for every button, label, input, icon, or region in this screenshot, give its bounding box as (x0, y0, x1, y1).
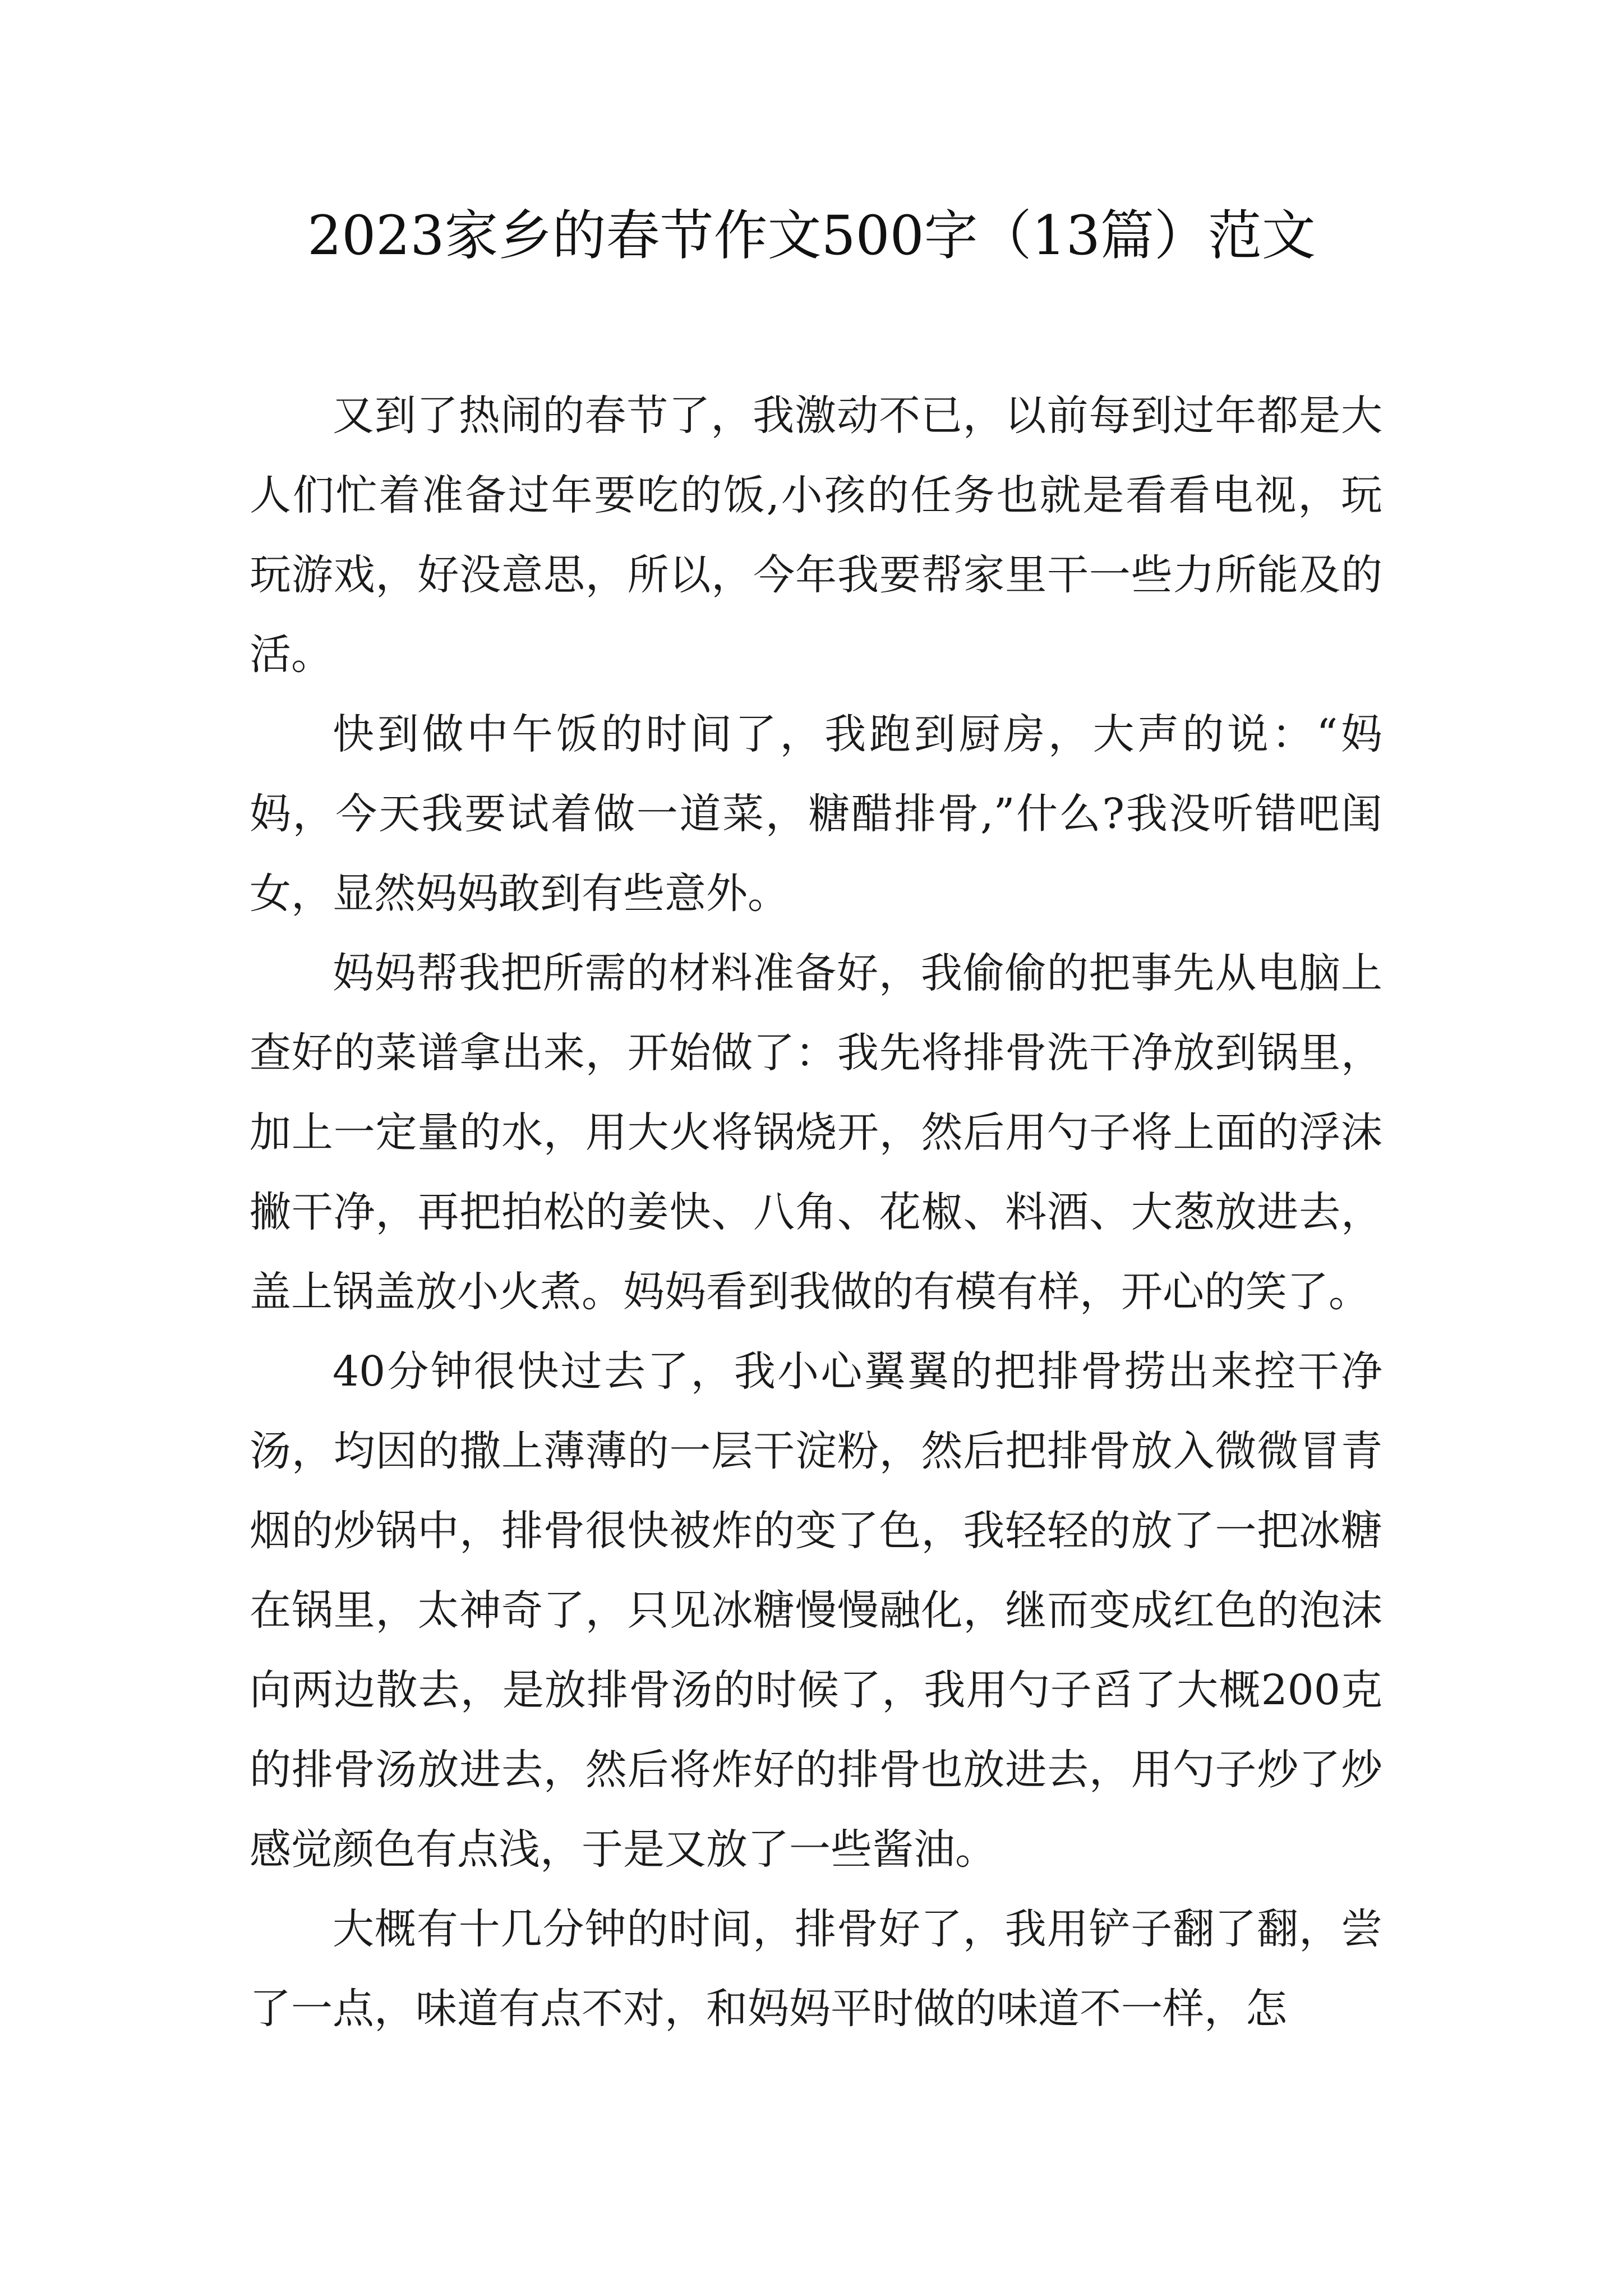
paragraph-3: 妈妈帮我把所需的材料准备好，我偷偷的把事先从电脑上查好的菜谱拿出来，开始做了：我先将排骨洗干净放到锅里，加上一定量的水，用大火将锅烧开，然后用勺子将上面的浮沫撇干净，再把拍松的姜快、八角、花椒、料酒、大葱放进去，盖上锅盖放小火煮。妈妈看到我做的有模有样，开心的笑了。 (250, 949, 1382, 1316)
paragraph-2: 快到做中午饭的时间了，我跑到厨房，大声的说：“妈妈，今天我要试着做一道菜，糖醋排骨,”什么?我没听错吧闺女，显然妈妈敢到有些意外。 (250, 710, 1382, 918)
document-title: 2023家乡的春节作文500字（13篇）范文 (307, 204, 1316, 267)
paragraph-5: 大概有十几分钟的时间，排骨好了，我用铲子翻了翻，尝了一点，味道有点不对，和妈妈平时做的味道不一样，怎 (250, 1905, 1382, 2033)
document-body (250, 376, 1382, 2049)
paragraph-4: 40分钟很快过去了，我小心翼翼的把排骨捞出来控干净汤，均因的撒上薄薄的一层干淀粉，然后把排骨放入微微冒青烟的炒锅中，排骨很快被炸的变了色，我轻轻的放了一把冰糖在锅里，太神奇了，只见冰糖慢慢融化，继而变成红色的泡沫向两边散去，是放排骨汤的时候了，我用勺子舀了大概200克的排骨汤放进去，然后将炸好的排骨也放进去，用勺子炒了炒感觉颜色有点浅，于是又放了一些酱油。 (250, 1347, 1382, 1874)
paragraph-1: 又到了热闹的春节了，我激动不已，以前每到过年都是大人们忙着准备过年要吃的饭,小孩的任务也就是看看电视，玩玩游戏，好没意思，所以，今年我要帮家里干一些力所能及的活。 (250, 392, 1382, 679)
